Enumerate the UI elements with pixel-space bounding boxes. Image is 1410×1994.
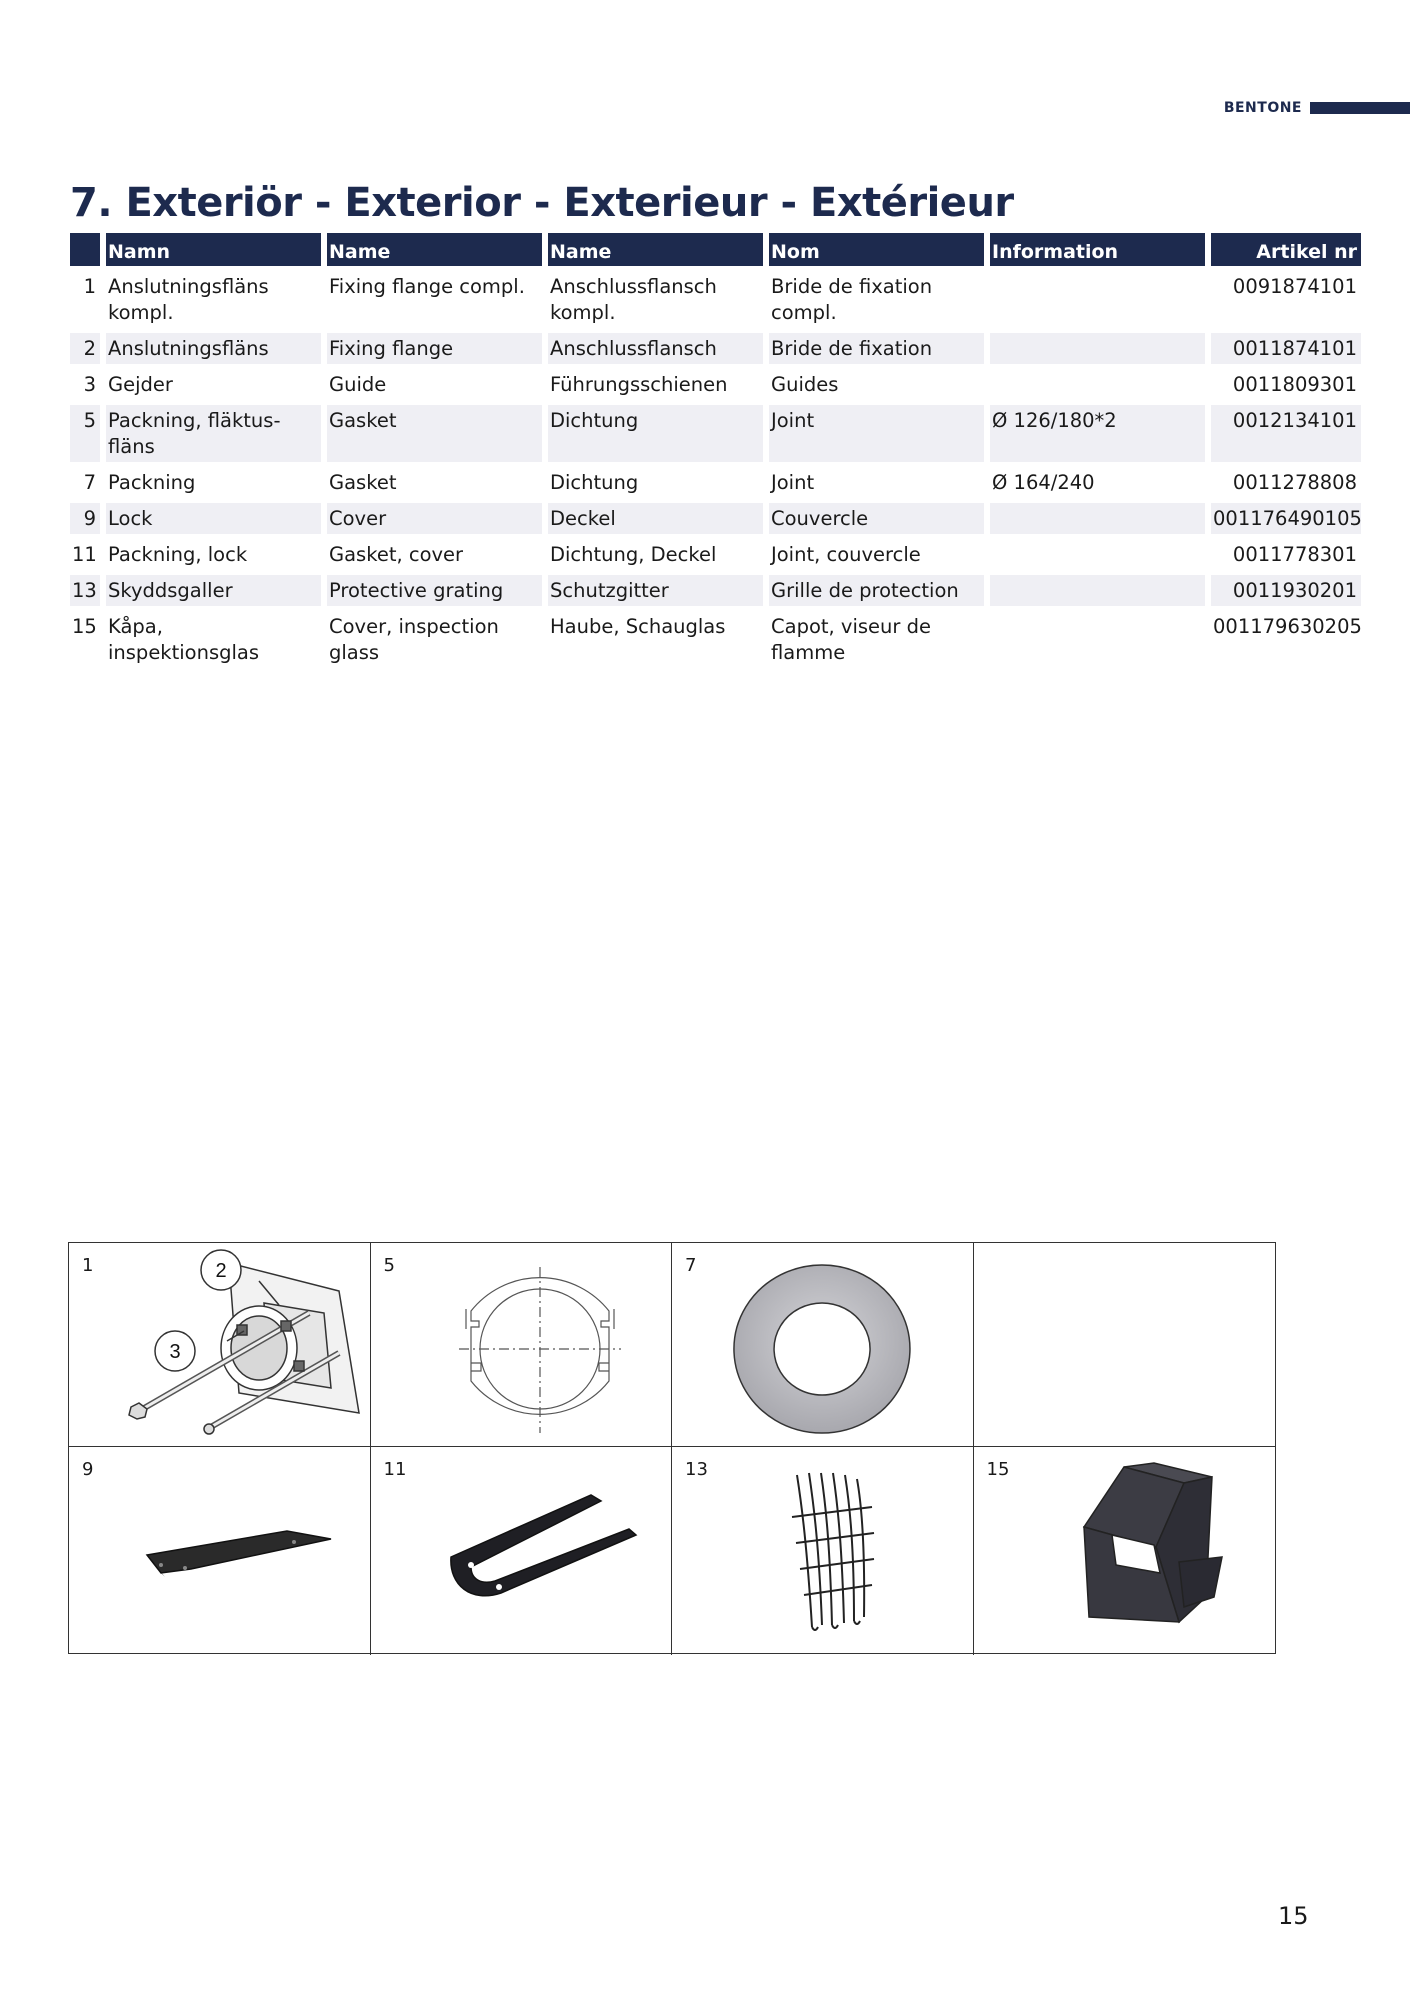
cell-number: 2 — [70, 333, 100, 364]
ring-gasket-photo-icon — [672, 1243, 972, 1447]
cell-article: 0011930201 — [1211, 575, 1361, 606]
col-header-name-en: Name — [327, 233, 542, 266]
cell-name-en: Cover — [327, 503, 542, 534]
image-cell-number: 1 — [82, 1255, 94, 1276]
cell-nom: Guides — [771, 373, 839, 396]
brand-name: BENTONE — [1223, 100, 1302, 116]
cell-number: 5 — [70, 405, 100, 462]
cell-name-de: Dichtung — [548, 405, 763, 462]
col-header-article: Artikel nr — [1211, 233, 1361, 266]
cell-number: 15 — [72, 615, 97, 638]
col-header-nom: Nom — [769, 233, 984, 266]
cell-number: 7 — [83, 471, 96, 494]
cell-information: Ø 164/240 — [992, 471, 1095, 494]
page-title: 7. Exteriör - Exterior - Exterieur - Extérieur — [70, 180, 1014, 226]
cell-number: 1 — [83, 275, 96, 298]
cell-article: 0011278808 — [1232, 471, 1357, 494]
cell-information — [990, 611, 1205, 668]
table-row — [70, 503, 1361, 534]
cell-nom: Joint — [771, 471, 815, 494]
cell-nom: Bride de fixation compl. — [771, 275, 933, 324]
table-row — [70, 575, 1361, 606]
protective-grating-image-icon — [672, 1447, 972, 1655]
parts-image-grid — [68, 1242, 1276, 1654]
cover-gasket-image-icon — [371, 1447, 671, 1655]
cover-plate-image-icon — [69, 1447, 369, 1655]
image-cell — [371, 1447, 673, 1655]
cell-nom: Bride de fixation — [769, 333, 984, 364]
cell-nom: Joint, couvercle — [771, 543, 921, 566]
cell-information — [990, 575, 1205, 606]
cell-namn: Packning, lock — [108, 543, 248, 566]
table-row — [70, 611, 1361, 668]
cell-information — [990, 333, 1205, 364]
cell-name-de: Dichtung — [550, 471, 639, 494]
cell-name-en: Guide — [329, 373, 387, 396]
image-cell-empty — [974, 1243, 1276, 1447]
cell-namn: Anslutningsfläns kompl. — [108, 275, 269, 324]
cell-name-en: Gasket — [329, 471, 397, 494]
cell-name-de: Anschlussflansch kompl. — [550, 275, 717, 324]
cell-namn: Kåpa, inspektionsglas — [108, 615, 260, 664]
col-header-namn: Namn — [106, 233, 321, 266]
table-row — [70, 539, 1361, 570]
cell-name-de: Anschlussflansch — [548, 333, 763, 364]
cell-nom: Joint — [769, 405, 984, 462]
col-header-information: Information — [990, 233, 1205, 266]
cell-information: Ø 126/180*2 — [990, 405, 1205, 462]
image-cell — [974, 1447, 1276, 1655]
brand-bar — [1310, 102, 1410, 114]
cell-name-en: Fixing flange — [327, 333, 542, 364]
brand-logo — [1224, 100, 1410, 116]
cell-nom: Capot, viseur de flamme — [771, 615, 931, 664]
cell-name-en: Fixing flange compl. — [329, 275, 525, 298]
cell-name-en: Cover, inspection glass — [329, 615, 499, 664]
cell-namn: Packning — [108, 471, 196, 494]
cell-article: 0091874101 — [1232, 275, 1357, 298]
col-header-name-de: Name — [548, 233, 763, 266]
cell-namn: Lock — [106, 503, 321, 534]
parts-table — [64, 228, 1367, 673]
image-cell — [371, 1243, 673, 1447]
table-header-row — [70, 233, 1361, 266]
image-cell-number: 15 — [986, 1459, 1010, 1480]
fixing-flange-assembly-drawing-icon — [69, 1243, 369, 1447]
cell-namn: Skyddsgaller — [106, 575, 321, 606]
cell-namn: Anslutningsfläns — [106, 333, 321, 364]
image-cell-number: 13 — [685, 1459, 708, 1480]
page-number: 15 — [1278, 1902, 1309, 1930]
cell-namn: Packning, fläktus-fläns — [106, 405, 321, 462]
table-row — [70, 271, 1361, 328]
cell-name-en: Gasket — [327, 405, 542, 462]
cell-name-de: Deckel — [548, 503, 763, 534]
cell-nom: Couvercle — [769, 503, 984, 534]
cell-number: 3 — [83, 373, 96, 396]
callout-3: 3 — [169, 1341, 181, 1363]
cell-article: 0011809301 — [1232, 373, 1357, 396]
cell-article: 0011778301 — [1232, 543, 1357, 566]
fan-flange-gasket-drawing-icon — [371, 1243, 671, 1447]
table-row — [70, 369, 1361, 400]
cell-article: 0012134101 — [1211, 405, 1361, 462]
col-header-number — [70, 233, 100, 266]
image-cell-number: 5 — [383, 1255, 395, 1276]
image-cell — [672, 1243, 974, 1447]
cell-name-de: Führungsschienen — [550, 373, 728, 396]
cell-nom: Grille de protection — [769, 575, 984, 606]
image-cell — [69, 1447, 371, 1655]
cell-name-de: Haube, Schauglas — [550, 615, 726, 638]
image-cell-number: 11 — [383, 1459, 407, 1480]
cell-information — [990, 369, 1205, 400]
cell-article: 001176490105 — [1211, 503, 1361, 534]
cell-article: 001179630205 — [1213, 615, 1362, 638]
cell-name-en: Protective grating — [327, 575, 542, 606]
image-cell-number: 9 — [82, 1459, 94, 1480]
cell-number: 11 — [72, 543, 97, 566]
cell-name-en: Gasket, cover — [329, 543, 464, 566]
image-cell-number: 7 — [685, 1255, 697, 1276]
image-cell — [672, 1447, 974, 1655]
inspection-glass-cover-image-icon — [974, 1447, 1274, 1655]
cell-namn: Gejder — [108, 373, 173, 396]
cell-name-de: Schutzgitter — [548, 575, 763, 606]
cell-information — [990, 271, 1205, 328]
cell-number: 13 — [70, 575, 100, 606]
image-cell — [69, 1243, 371, 1447]
table-row — [70, 467, 1361, 498]
table-row — [70, 333, 1361, 364]
cell-number: 9 — [70, 503, 100, 534]
table-row — [70, 405, 1361, 462]
cell-article: 0011874101 — [1211, 333, 1361, 364]
cell-name-de: Dichtung, Deckel — [550, 543, 717, 566]
cell-information — [990, 539, 1205, 570]
callout-2: 2 — [215, 1260, 227, 1282]
cell-information — [990, 503, 1205, 534]
